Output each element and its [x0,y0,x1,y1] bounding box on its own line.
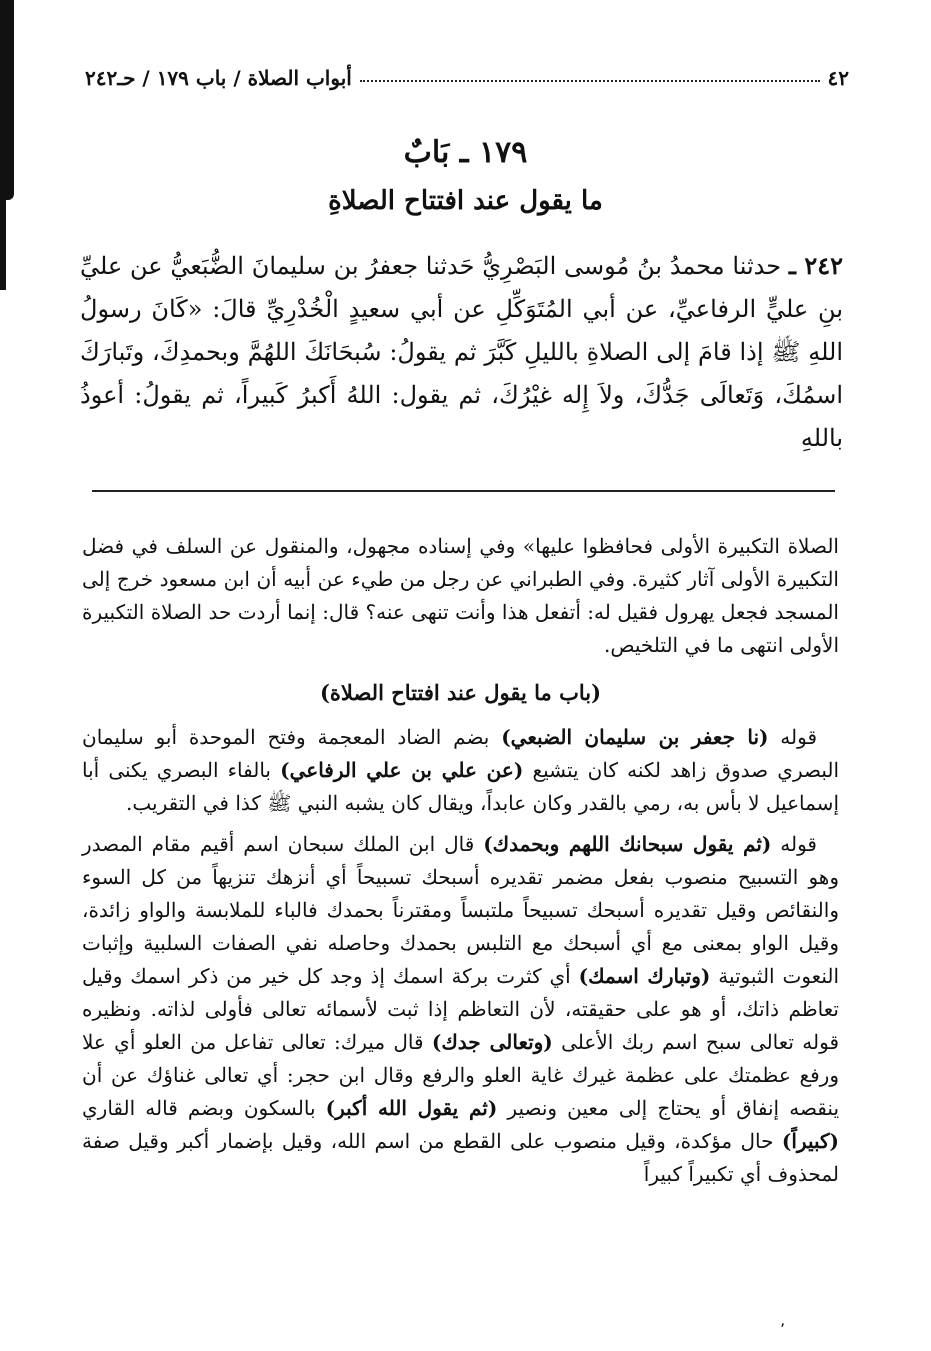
commentary-section-title: (باب ما يقول عند افتتاح الصلاة) [319,680,602,705]
chapter-title: ما يقول عند افتتاح الصلاةِ [328,186,603,216]
footer-mark: ٬ [780,1320,786,1339]
hadith-block [80,244,843,460]
dotted-leader [360,80,820,82]
quoted-phrase: (ثم يقول الله أكبر) [325,1096,498,1120]
commentary-paragraph-2 [82,828,839,1191]
commentary-text: قال ابن الملك سبحان اسم أقيم مقام المصدر وهو التسبيح منصوب بفعل مضمر تقديره أسبحك تسبيحاً أي أنزهك تنزيهاً من كل السوء والنقائص وقيل تقديره أسبحك تسبيحاً ملتبساً ومقترناً بحمدك فالباء للملابسة والواو زائدة، وقيل الواو بمعنى مع أي أسبحك مع التلبس بحمدك وحاصله نفي الصفات السلبية وإثبات النعوت الثبوتية [82,832,840,988]
quoted-phrase: (كبيراً) [781,1129,839,1153]
quoted-phrase: (نا جعفر بن سليمان الضبعي) [501,725,769,749]
commentary-paragraph-1 [82,721,839,820]
commentary-intro: الصلاة التكبيرة الأولى فحافظوا عليها» وفي إسناده مجهول، والمنقول عن السلف في فضل التكبيرة الأولى آثار كثيرة. وفي الطبراني عن رجل من طيء عن أبيه أن ابن مسعود خرج إلى المسجد فجعل يهرول فقيل له: أتفعل هذا وأنت تنهى عنه؟ قال: إنما أردت حد الصلاة التكبيرة الأولى انتهى ما في التلخيص. [82,534,839,657]
running-header [85,66,849,90]
commentary-text: حال مؤكدة، وقيل منصوب على القطع من اسم الله، وقيل بإضمار أكبر وقيل صفة لمحذوف أي تكبيراً كبيراً [82,1129,839,1186]
lead-word: قوله [780,832,817,856]
quoted-phrase: (وتبارك اسمك) [578,964,711,988]
hadith-text: حدثنا محمدُ بنُ مُوسى البَصْرِيُّ حَدثنا جعفرُ بن سليمانَ الضُّبَعيُّ عن عليِّ بنِ عليٍّ الرفاعيِّ، عن أبي المُتَوَكِّلِ عن أبي سعيدٍ الْخُدْرِيِّ قالَ: «كَانَ رسولُ اللهِ ﷺ إذا قامَ إلى الصلاةِ بالليلِ كَبَّرَ ثم يقولُ: سُبحَانَكَ اللهُمَّ وبحمدِكَ، وتَبارَكَ اسمُكَ، وَتَعالَى جَدُّكَ، ولاَ إِله غيْرُكَ، ثم يقول: اللهُ أَكبرُ كَبيراً، ثم يقولُ: أعوذُ باللهِ [80,252,843,452]
quoted-phrase: (ثم يقول سبحانك اللهم وبحمدك) [483,832,772,856]
quoted-phrase: (وتعالى جدك) [431,1030,553,1054]
page-number: ٤٢ [827,66,849,90]
commentary-text: أي كثرت بركة اسمك إذ وجد كل خير من ذكر اسمك وقيل تعاظم ذاتك، أو هو على حقيقته، لأن التعاظم إذا ثبت لأسمائه تعالى فأولى لذاته. ونظيره قوله تعالى سبح اسم ربك الأعلى [82,964,840,1054]
quoted-phrase: (عن علي بن علي الرفاعي) [280,758,524,782]
footnote-divider [92,490,835,492]
commentary-text: بضم الضاد المعجمة وفتح الموحدة أبو سليمان البصري صدوق زاهد لكنه كان يتشيع [82,725,840,782]
commentary-text: بالفاء البصري يكنى أبا إسماعيل لا بأس به، رمي بالقدر وكان عابداً، ويقال كان يشبه النبي ﷺ كذا في التقريب. [82,758,839,815]
page-edge-shadow [0,0,14,200]
commentary-text: قال ميرك: تعالى تفاعل من العلو أي علا ورفع عظمتك على عظمة غيرك غاية العلو والرفع وقال ابن حجر: أي تعالى غناؤك عن أن ينقصه إنفاق أو يحتاج إلى معين ونصير [82,1030,840,1120]
commentary-text: بالسكون وبضم قاله القاري [82,1096,316,1120]
chapter-number: ١٧٩ ـ بَابٌ [403,135,528,170]
hadith-paragraph [80,244,843,460]
lead-word: قوله [780,725,818,749]
hadith-number: ٢٤٢ ـ [788,251,843,280]
commentary-block [82,530,839,1199]
running-title: أبواب الصلاة / باب ١٧٩ / حـ٢٤٢ [85,66,352,90]
